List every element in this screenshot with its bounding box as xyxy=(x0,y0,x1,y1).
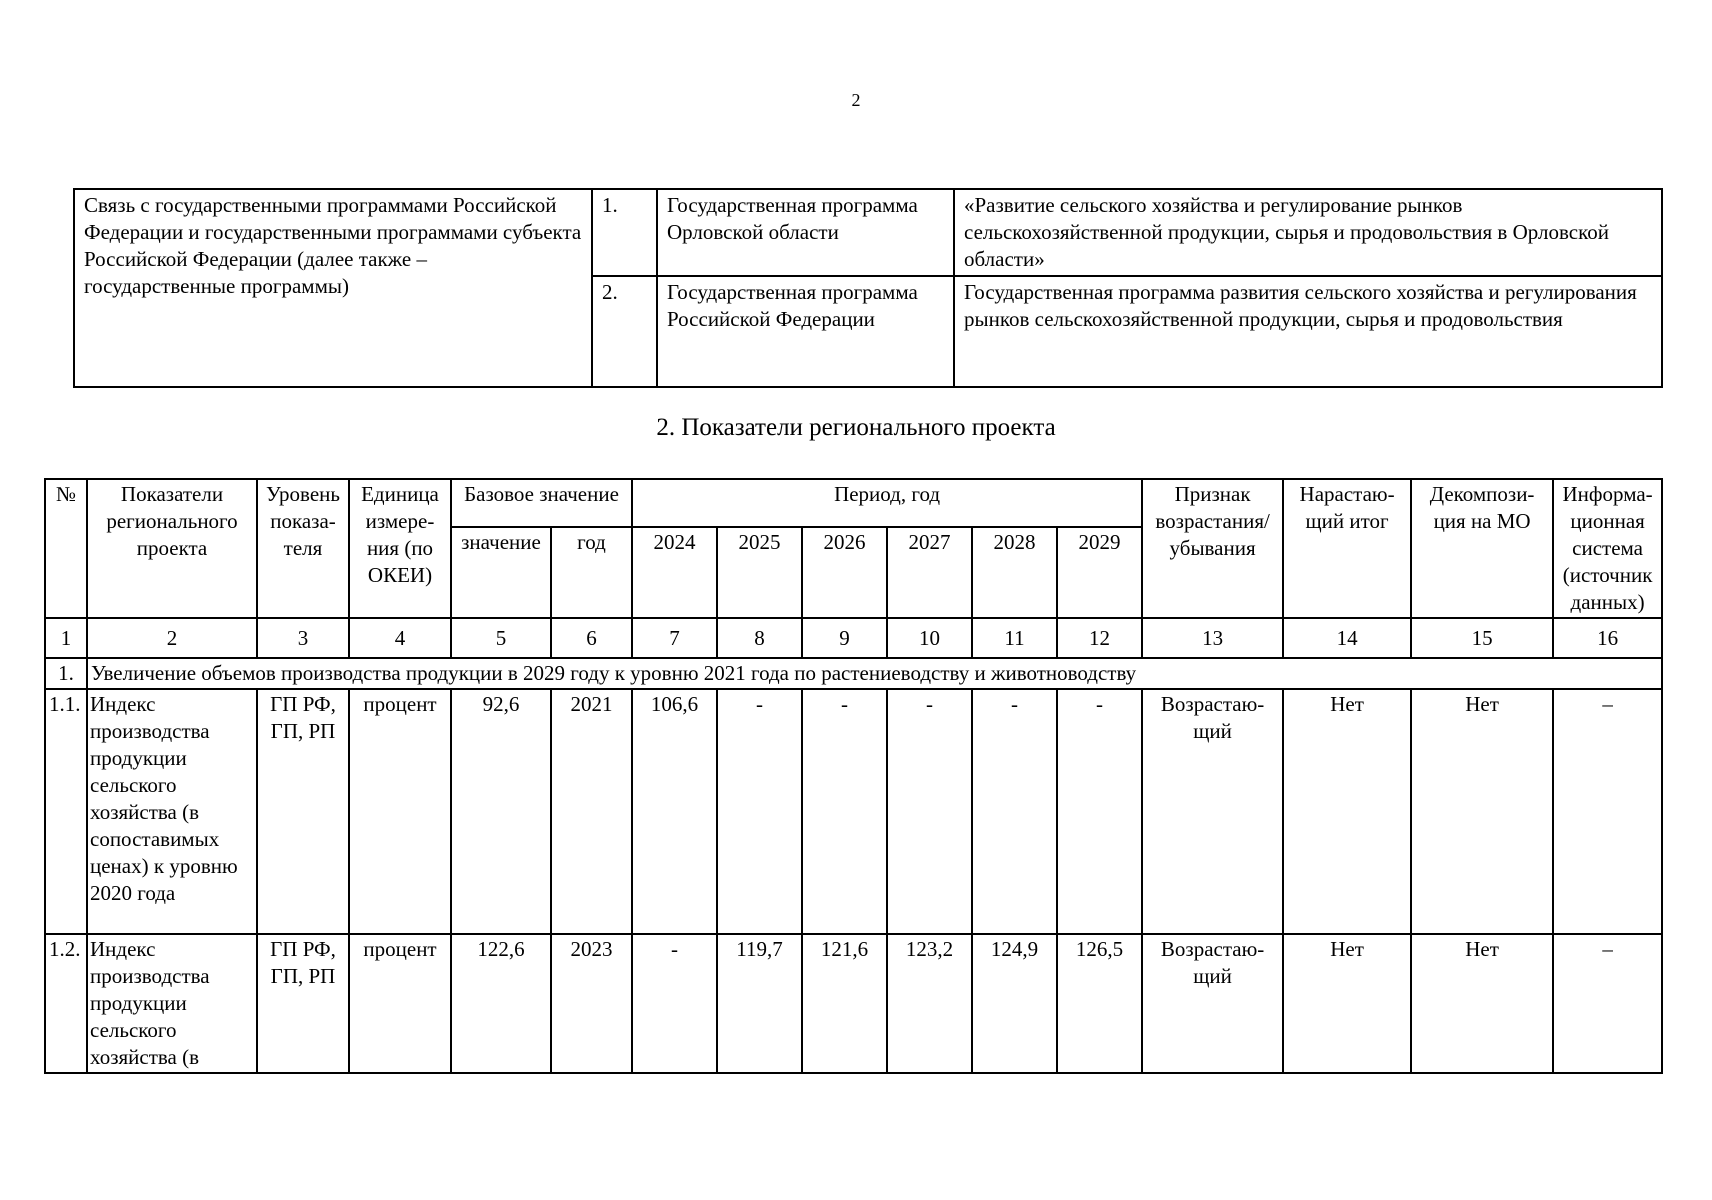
indicator-base-year: 2021 xyxy=(551,689,632,934)
indicator-base-value: 92,6 xyxy=(451,689,551,934)
indicator-value-2029: - xyxy=(1057,689,1142,934)
header-year: 2027 xyxy=(887,527,972,618)
header-year: 2024 xyxy=(632,527,717,618)
indicator-trend: Возрастаю-щий xyxy=(1142,689,1283,934)
section-num: 1. xyxy=(45,658,87,689)
indicator-value-2025: 119,7 xyxy=(717,934,802,1073)
header-indicator: Показатели регионального проекта xyxy=(87,479,257,618)
header-base: Базовое значение xyxy=(451,479,632,527)
indicator-decomposition: Нет xyxy=(1411,689,1553,934)
header-decomposition: Декомпози-ция на МО xyxy=(1411,479,1553,618)
column-number: 5 xyxy=(451,618,551,658)
indicator-value-2025: - xyxy=(717,689,802,934)
indicator-row xyxy=(45,689,1662,934)
header-num: № xyxy=(45,479,87,618)
links-label: Связь с государственными программами Российской Федерации и государственными программами субъекта Российской Федерации (далее также – государственные программы) xyxy=(74,189,592,387)
indicator-base-value: 122,6 xyxy=(451,934,551,1073)
indicator-cumulative: Нет xyxy=(1283,689,1411,934)
indicator-value-2026: 121,6 xyxy=(802,934,887,1073)
column-number: 10 xyxy=(887,618,972,658)
column-number: 8 xyxy=(717,618,802,658)
indicator-value-2029: 126,5 xyxy=(1057,934,1142,1073)
column-number: 16 xyxy=(1553,618,1662,658)
header-info-system: Информа-ционная система (источник данных) xyxy=(1553,479,1662,618)
indicator-value-2028: - xyxy=(972,689,1057,934)
header-trend: Признак возрастания/ убывания xyxy=(1142,479,1283,618)
header-level: Уровень показа-теля xyxy=(257,479,349,618)
indicator-num: 1.2. xyxy=(45,934,87,1073)
indicator-value-2027: 123,2 xyxy=(887,934,972,1073)
indicator-cumulative: Нет xyxy=(1283,934,1411,1073)
indicator-value-2024: 106,6 xyxy=(632,689,717,934)
header-period: Период, год xyxy=(632,479,1142,527)
indicator-value-2027: - xyxy=(887,689,972,934)
indicator-value-2026: - xyxy=(802,689,887,934)
indicator-base-year: 2023 xyxy=(551,934,632,1073)
indicator-name: Индекс производства продукции сельского хозяйства (в xyxy=(87,934,257,1073)
column-number: 3 xyxy=(257,618,349,658)
links-row xyxy=(74,189,1662,276)
column-number: 2 xyxy=(87,618,257,658)
column-number: 1 xyxy=(45,618,87,658)
header-row xyxy=(45,479,1662,527)
header-base-year: год xyxy=(551,527,632,618)
indicator-trend: Возрастаю-щий xyxy=(1142,934,1283,1073)
indicator-value-2024: - xyxy=(632,934,717,1073)
indicator-name: Индекс производства продукции сельского хозяйства (в сопоставимых ценах) к уровню 2020 года xyxy=(87,689,257,934)
column-number: 11 xyxy=(972,618,1057,658)
header-year: 2026 xyxy=(802,527,887,618)
indicator-info-system: – xyxy=(1553,934,1662,1073)
indicator-level: ГП РФ, ГП, РП xyxy=(257,689,349,934)
links-row-name: «Развитие сельского хозяйства и регулирование рынков сельскохозяйственной продукции, сырья и продовольствия в Орловской области» xyxy=(954,189,1662,276)
indicators-table xyxy=(44,478,1663,1074)
links-row-num: 2. xyxy=(592,276,657,387)
section-title: 2. Показатели регионального проекта xyxy=(656,414,1056,441)
header-year: 2029 xyxy=(1057,527,1142,618)
column-number: 7 xyxy=(632,618,717,658)
indicator-value-2028: 124,9 xyxy=(972,934,1057,1073)
column-number: 14 xyxy=(1283,618,1411,658)
links-row-type: Государственная программа Российской Федерации xyxy=(657,276,954,387)
section-title-cell: Увеличение объемов производства продукции в 2029 году к уровню 2021 года по растениеводству и животноводству xyxy=(87,658,1662,689)
indicator-row xyxy=(45,934,1662,1073)
header-year: 2025 xyxy=(717,527,802,618)
header-unit: Единица измере-ния (по ОКЕИ) xyxy=(349,479,451,618)
links-row-type: Государственная программа Орловской области xyxy=(657,189,954,276)
header-base-value: значение xyxy=(451,527,551,618)
links-row-name: Государственная программа развития сельского хозяйства и регулирования рынков сельскохозяйственной продукции, сырья и продовольствия xyxy=(954,276,1662,387)
column-numbers-row xyxy=(45,618,1662,658)
indicator-info-system: – xyxy=(1553,689,1662,934)
header-cumulative: Нарастаю-щий итог xyxy=(1283,479,1411,618)
column-number: 15 xyxy=(1411,618,1553,658)
program-links-table xyxy=(73,188,1663,388)
indicator-num: 1.1. xyxy=(45,689,87,934)
links-row-num: 1. xyxy=(592,189,657,276)
column-number: 4 xyxy=(349,618,451,658)
indicator-level: ГП РФ, ГП, РП xyxy=(257,934,349,1073)
indicator-decomposition: Нет xyxy=(1411,934,1553,1073)
indicator-unit: процент xyxy=(349,934,451,1073)
column-number: 13 xyxy=(1142,618,1283,658)
column-number: 9 xyxy=(802,618,887,658)
section-row xyxy=(45,658,1662,689)
column-number: 6 xyxy=(551,618,632,658)
page-number: 2 xyxy=(851,90,861,110)
column-number: 12 xyxy=(1057,618,1142,658)
indicator-unit: процент xyxy=(349,689,451,934)
header-year: 2028 xyxy=(972,527,1057,618)
